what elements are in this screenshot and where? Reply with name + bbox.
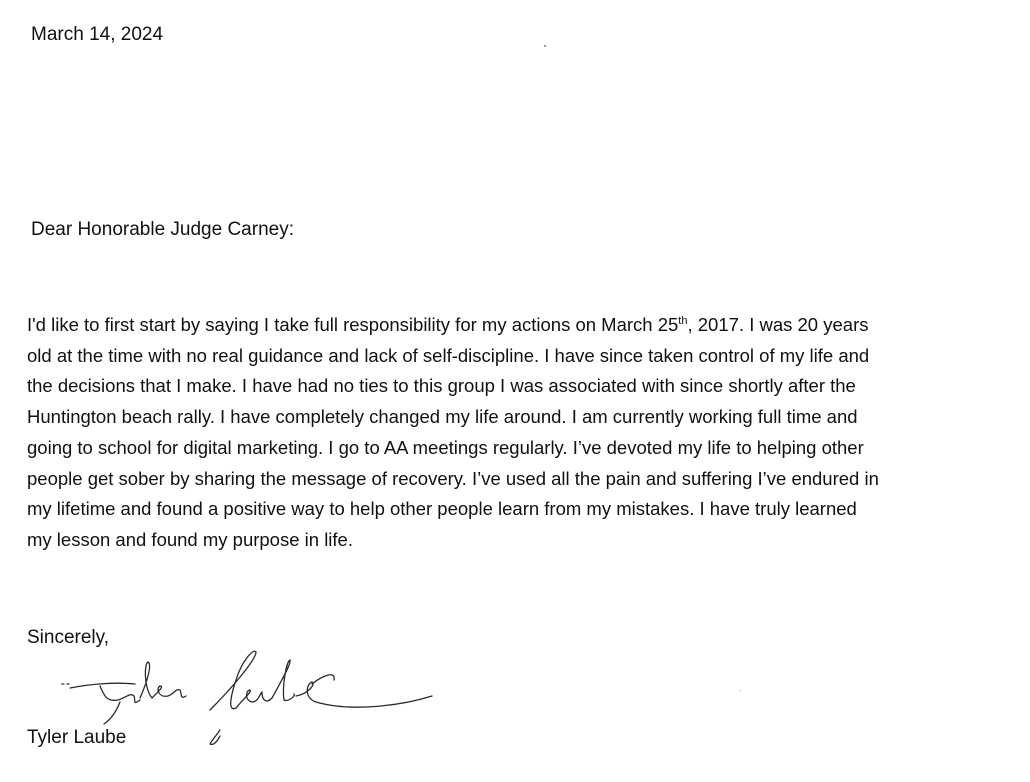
letter-closing: Sincerely, — [27, 627, 110, 648]
body-line: I'd like to first start by saying I take full responsibility for my actions on March 25th, 2017. I was 20 years — [27, 314, 869, 335]
letter-salutation: Dear Honorable Judge Carney: — [31, 219, 294, 240]
body-line: old at the time with no real guidance and lack of self-discipline. I have since taken control of my life and — [27, 344, 870, 366]
body-line: people get sober by sharing the message of recovery. I’ve used all the pain and suffering I’ve endured in — [27, 467, 879, 489]
letter-body — [27, 310, 1017, 556]
signer-name: Tyler Laube — [27, 727, 127, 748]
body-line: going to school for digital marketing. I go to AA meetings regularly. I’ve devoted my life to helping other — [27, 436, 864, 458]
body-line: Huntington beach rally. I have completely changed my life around. I am currently working full time and — [27, 406, 858, 428]
scan-speck — [544, 45, 546, 47]
body-line: my lifetime and found a positive way to help other people learn from my mistakes. I have truly learned — [27, 498, 857, 520]
body-line: my lesson and found my purpose in life. — [27, 528, 353, 550]
body-line: the decisions that I make. I have had no ties to this group I was associated with since shortly after the — [27, 375, 856, 397]
scan-speck — [740, 690, 741, 691]
letter-date: March 14, 2024 — [31, 24, 164, 45]
